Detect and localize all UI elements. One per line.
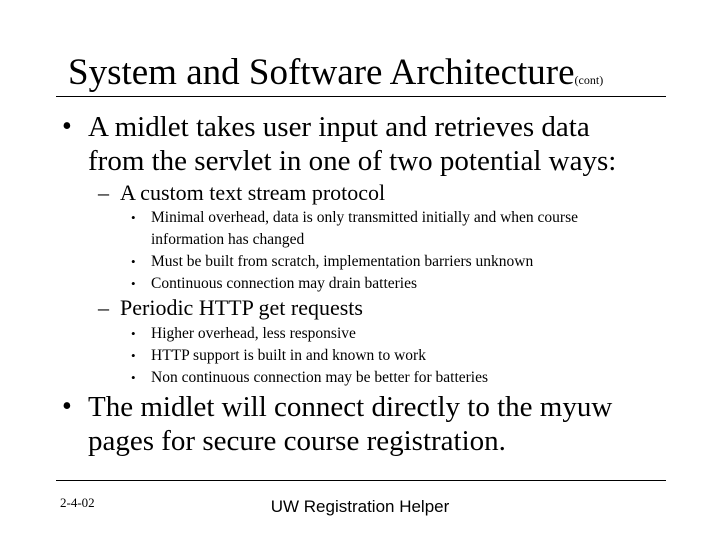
bullet-2-line-1: The midlet will connect directly to the myuw xyxy=(88,391,613,423)
sub1-item-1-line-2: information has changed xyxy=(151,231,305,248)
title-suffix: (cont) xyxy=(574,73,604,87)
bullet-marker: • xyxy=(62,391,72,422)
bullet-2-line-2: pages for secure course registration. xyxy=(88,425,506,457)
title-main: System and Software Architecture xyxy=(68,52,575,93)
sub1-item-2: Must be built from scratch, implementation barriers unknown xyxy=(151,253,534,270)
title-divider xyxy=(56,96,666,97)
small-bullet-marker: • xyxy=(131,326,136,341)
bullet-1-line-1: A midlet takes user input and retrieves data xyxy=(88,111,590,143)
sub-bullet-2: Periodic HTTP get requests xyxy=(120,295,363,320)
dash-marker: – xyxy=(98,180,109,205)
footer-title: UW Registration Helper xyxy=(270,497,450,516)
small-bullet-marker: • xyxy=(131,370,136,385)
sub1-item-3: Continuous connection may drain batteries xyxy=(151,275,418,292)
dash-marker: – xyxy=(98,295,109,320)
small-bullet-marker: • xyxy=(131,276,136,291)
sub2-item-1: Higher overhead, less responsive xyxy=(151,325,356,342)
sub-bullet-1: A custom text stream protocol xyxy=(120,180,386,205)
bullet-marker: • xyxy=(62,111,72,142)
sub2-item-2: HTTP support is built in and known to work xyxy=(151,347,426,364)
small-bullet-marker: • xyxy=(131,348,136,363)
footer-divider xyxy=(56,480,666,481)
small-bullet-marker: • xyxy=(131,254,136,269)
sub1-item-1-line-1: Minimal overhead, data is only transmitted initially and when course xyxy=(151,209,579,226)
bullet-1-line-2: from the servlet in one of two potential ways: xyxy=(88,145,617,177)
footer-date: 2-4-02 xyxy=(60,495,95,510)
sub2-item-3: Non continuous connection may be better for batteries xyxy=(151,369,489,386)
small-bullet-marker: • xyxy=(131,210,136,225)
